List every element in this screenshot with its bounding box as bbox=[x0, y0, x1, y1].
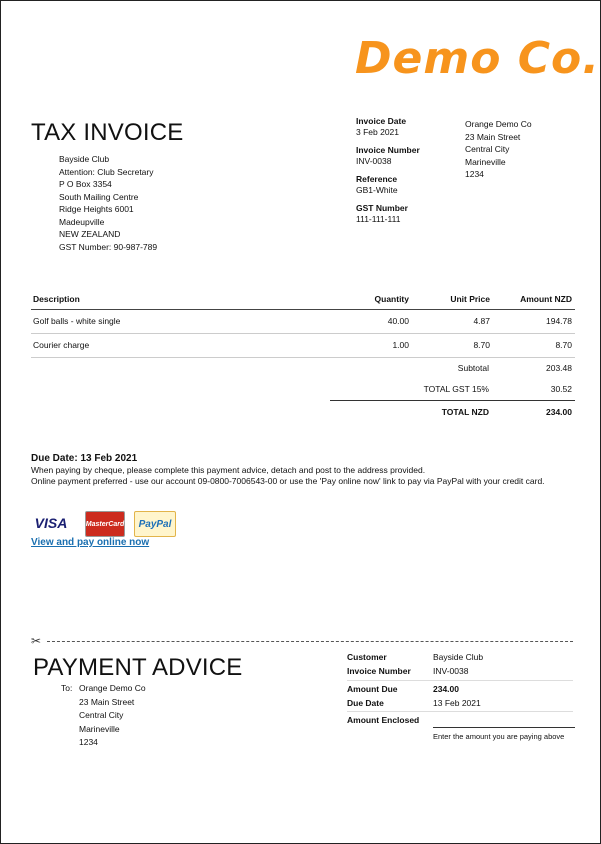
advice-to-address bbox=[79, 682, 146, 750]
subtotal-label: Subtotal bbox=[457, 363, 489, 373]
paypal-icon: PayPal bbox=[134, 511, 176, 537]
scissors-icon: ✂ bbox=[31, 634, 42, 648]
table-header bbox=[31, 289, 575, 310]
due-date-heading: Due Date: 13 Feb 2021 bbox=[31, 453, 138, 464]
total-value: 234.00 bbox=[546, 407, 572, 417]
advice-invoice-number-label: Invoice Number bbox=[347, 666, 411, 676]
amount-enclosed-field[interactable] bbox=[433, 727, 575, 728]
header-unit-price: Unit Price bbox=[450, 294, 490, 304]
invoice-date-label: Invoice Date bbox=[356, 116, 407, 126]
row-description: Courier charge bbox=[33, 340, 90, 350]
amount-due-value: 234.00 bbox=[433, 684, 459, 694]
row-unit-price: 4.87 bbox=[473, 316, 490, 326]
advice-divider bbox=[347, 680, 573, 681]
mastercard-icon: MasterCard bbox=[85, 511, 125, 537]
advice-to-line: 1234 bbox=[79, 737, 98, 747]
cut-line bbox=[47, 641, 573, 642]
bill-to-line: Madeupville bbox=[59, 216, 105, 227]
from-line: 1234 bbox=[465, 169, 484, 179]
advice-to-line: Marineville bbox=[79, 723, 120, 734]
row-unit-price: 8.70 bbox=[473, 340, 490, 350]
payment-instruction-line: When paying by cheque, please complete this payment advice, detach and post to the address provided. bbox=[31, 465, 426, 475]
advice-to-line: Central City bbox=[79, 710, 124, 720]
bill-to-line: South Mailing Centre bbox=[59, 191, 139, 202]
header-description: Description bbox=[33, 294, 80, 304]
table-row bbox=[31, 334, 575, 358]
advice-to-label: To: bbox=[61, 683, 73, 693]
header-amount: Amount NZD bbox=[520, 294, 572, 304]
bill-to-address bbox=[59, 153, 157, 253]
reference-label: Reference bbox=[356, 174, 398, 184]
row-amount: 8.70 bbox=[555, 340, 572, 350]
totals-divider bbox=[330, 400, 575, 401]
bill-to-line: Ridge Heights 6001 bbox=[59, 204, 134, 214]
advice-invoice-number-value: INV-0038 bbox=[433, 666, 469, 676]
gst-value: 30.52 bbox=[550, 384, 572, 394]
gst-number-label: GST Number bbox=[356, 203, 408, 213]
gst-number-value: 111-111-111 bbox=[356, 214, 401, 224]
from-address bbox=[465, 118, 532, 181]
invoice-date-value: 3 Feb 2021 bbox=[356, 127, 400, 137]
subtotal-value: 203.48 bbox=[546, 363, 572, 373]
row-quantity: 40.00 bbox=[387, 316, 409, 326]
row-description: Golf balls - white single bbox=[33, 316, 121, 326]
reference-value: GB1-White bbox=[356, 185, 398, 195]
header-quantity: Quantity bbox=[374, 294, 409, 304]
total-label: TOTAL NZD bbox=[441, 407, 489, 417]
amount-enclosed-label: Amount Enclosed bbox=[347, 715, 420, 725]
customer-label: Customer bbox=[347, 652, 387, 662]
bill-to-line: Attention: Club Secretary bbox=[59, 166, 154, 177]
company-logo: Demo Co. bbox=[355, 33, 600, 84]
payment-advice-title: PAYMENT ADVICE bbox=[33, 654, 243, 681]
bill-to-line: GST Number: 90-987-789 bbox=[59, 241, 158, 252]
customer-value: Bayside Club bbox=[433, 652, 484, 662]
invoice-title: TAX INVOICE bbox=[31, 119, 184, 146]
visa-icon: VISA bbox=[34, 515, 68, 531]
from-line: 23 Main Street bbox=[465, 131, 521, 142]
invoice-details bbox=[356, 116, 420, 225]
pay-online-link[interactable]: View and pay online now bbox=[31, 537, 150, 548]
payment-instruction-line: Online payment preferred - use our account 09-0800-7006543-00 or use the 'Pay online now' link to pay via PayPal with your credit card. bbox=[31, 476, 545, 486]
enclosed-hint: Enter the amount you are paying above bbox=[433, 732, 565, 741]
advice-to-line: Orange Demo Co bbox=[79, 683, 146, 693]
table-row bbox=[31, 310, 575, 334]
advice-due-date-value: 13 Feb 2021 bbox=[433, 698, 481, 708]
from-line: Central City bbox=[465, 144, 510, 154]
row-quantity: 1.00 bbox=[392, 340, 409, 350]
advice-divider bbox=[347, 711, 573, 712]
bill-to-line: NEW ZEALAND bbox=[59, 229, 121, 239]
amount-due-label: Amount Due bbox=[347, 684, 398, 694]
invoice-number-label: Invoice Number bbox=[356, 145, 420, 155]
row-amount: 194.78 bbox=[546, 316, 572, 326]
from-line: Orange Demo Co bbox=[465, 119, 532, 129]
bill-to-line: Bayside Club bbox=[59, 154, 110, 164]
bill-to-line: P O Box 3354 bbox=[59, 179, 112, 189]
advice-to-line: 23 Main Street bbox=[79, 696, 135, 707]
invoice-number-value: INV-0038 bbox=[356, 156, 392, 166]
from-line: Marineville bbox=[465, 156, 506, 167]
advice-due-date-label: Due Date bbox=[347, 698, 384, 708]
gst-label: TOTAL GST 15% bbox=[423, 384, 489, 394]
payment-instructions bbox=[31, 465, 561, 487]
line-items-table bbox=[31, 289, 575, 358]
